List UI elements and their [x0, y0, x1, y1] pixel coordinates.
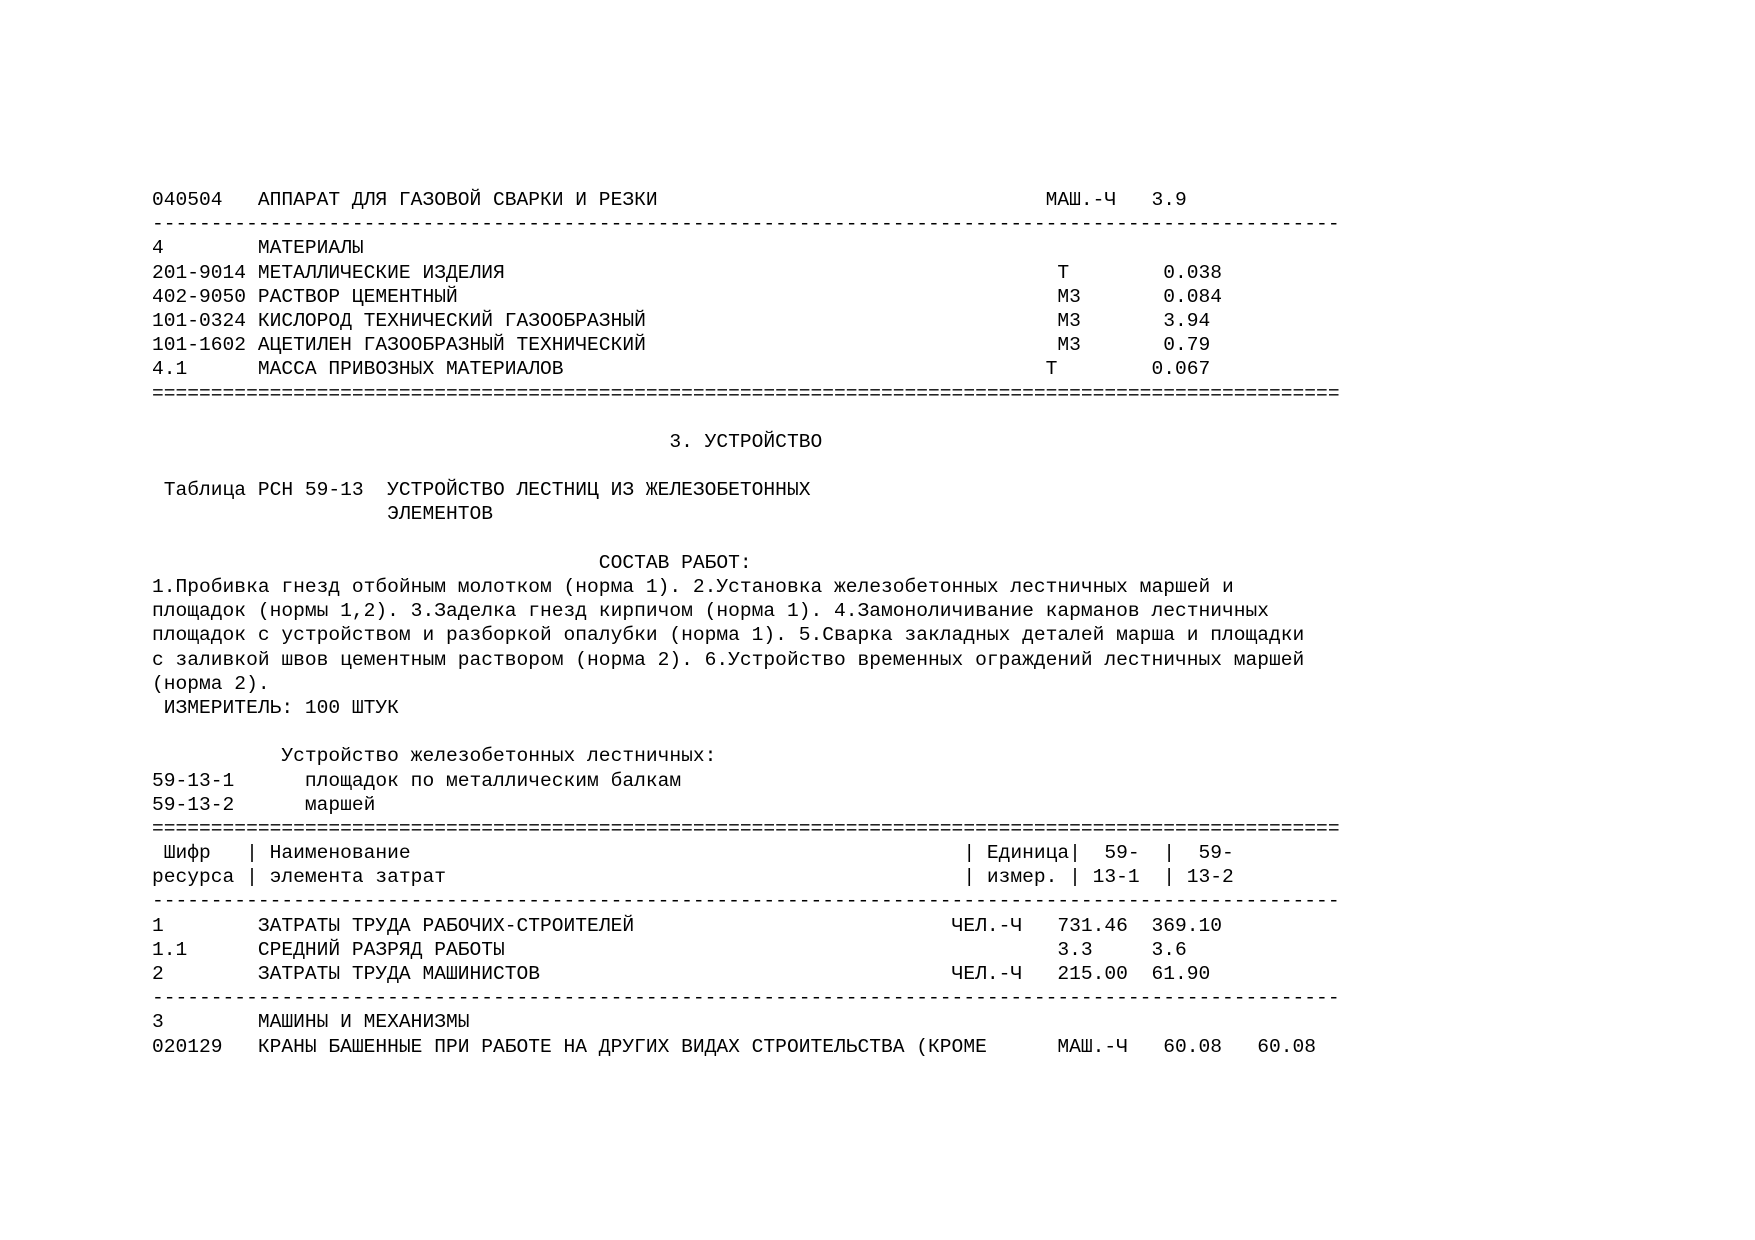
table-title: Таблица РСН 59-13 УСТРОЙСТВО ЛЕСТНИЦ ИЗ ЖЕЛЕЗОБЕТОННЫХ	[152, 479, 811, 502]
norm-item: 59-13-2 маршей	[152, 793, 376, 816]
blank-line	[152, 527, 1432, 551]
table-title-continued: ЭЛЕМЕНТОВ	[152, 503, 493, 526]
resource-row: 4.1 МАССА ПРИВОЗНЫХ МАТЕРИАЛОВ Т 0.067	[152, 358, 1211, 381]
cost-row: 1 ЗАТРАТЫ ТРУДА РАБОЧИХ-СТРОИТЕЛЕЙ ЧЕЛ.-Ч 731.46 369.10	[152, 914, 1222, 937]
chapter-title: 3. УСТРОЙСТВО	[152, 430, 823, 453]
blank-line	[152, 720, 1432, 744]
divider-dashed: -----------------------------------------------------------------------------------------------------	[152, 890, 1340, 913]
section-heading-materials: 4 МАТЕРИАЛЫ	[152, 237, 364, 260]
works-description: с заливкой швов цементным раствором (норма 2). 6.Устройство временных ограждений лестничных маршей	[152, 648, 1305, 671]
section-heading-machines: 3 МАШИНЫ И МЕХАНИЗМЫ	[152, 1011, 470, 1034]
works-description: площадок с устройством и разборкой опалубки (норма 1). 5.Сварка закладных деталей марша и площадки	[152, 624, 1305, 647]
resource-row: 402-9050 РАСТВОР ЦЕМЕНТНЫЙ М3 0.084	[152, 285, 1222, 308]
norm-item: 59-13-1 площадок по металлическим балкам	[152, 769, 682, 792]
cost-row: 1.1 СРЕДНИЙ РАЗРЯД РАБОТЫ 3.3 3.6	[152, 938, 1187, 961]
document-page	[152, 188, 1432, 1059]
norm-group-title: Устройство железобетонных лестничных:	[152, 745, 717, 768]
blank-line	[152, 406, 1432, 430]
table-header: ресурса | элемента затрат | измер. | 13-1 | 13-2	[152, 866, 1234, 889]
works-description: (норма 2).	[152, 672, 270, 695]
works-description: площадок (нормы 1,2). 3.Заделка гнезд кирпичом (норма 1). 4.Замоноличивание карманов лестничных	[152, 600, 1270, 623]
resource-row: 101-1602 АЦЕТИЛЕН ГАЗООБРАЗНЫЙ ТЕХНИЧЕСКИЙ М3 0.79	[152, 334, 1211, 357]
cost-row: 020129 КРАНЫ БАШЕННЫЕ ПРИ РАБОТЕ НА ДРУГИХ ВИДАХ СТРОИТЕЛЬСТВА (КРОМЕ МАШ.-Ч 60.08 60.08	[152, 1035, 1317, 1058]
works-heading: СОСТАВ РАБОТ:	[152, 551, 752, 574]
divider-dashed: -----------------------------------------------------------------------------------------------------	[152, 213, 1340, 236]
divider-dashed: -----------------------------------------------------------------------------------------------------	[152, 987, 1340, 1010]
table-header: Шифр | Наименование | Единица| 59- | 59-	[152, 842, 1234, 865]
resource-row: 040504 АППАРАТ ДЛЯ ГАЗОВОЙ СВАРКИ И РЕЗКИ МАШ.-Ч 3.9	[152, 189, 1187, 211]
measure-unit: ИЗМЕРИТЕЛЬ: 100 ШТУК	[152, 696, 399, 719]
divider-double: =====================================================================================================	[152, 382, 1340, 405]
resource-row: 101-0324 КИСЛОРОД ТЕХНИЧЕСКИЙ ГАЗООБРАЗНЫЙ М3 3.94	[152, 309, 1211, 332]
blank-line	[152, 454, 1432, 478]
works-description: 1.Пробивка гнезд отбойным молотком (норма 1). 2.Установка железобетонных лестничных маршей и	[152, 576, 1234, 598]
divider-double: =====================================================================================================	[152, 817, 1340, 840]
resource-row: 201-9014 МЕТАЛЛИЧЕСКИЕ ИЗДЕЛИЯ Т 0.038	[152, 261, 1222, 284]
cost-row: 2 ЗАТРАТЫ ТРУДА МАШИНИСТОВ ЧЕЛ.-Ч 215.00 61.90	[152, 963, 1211, 985]
